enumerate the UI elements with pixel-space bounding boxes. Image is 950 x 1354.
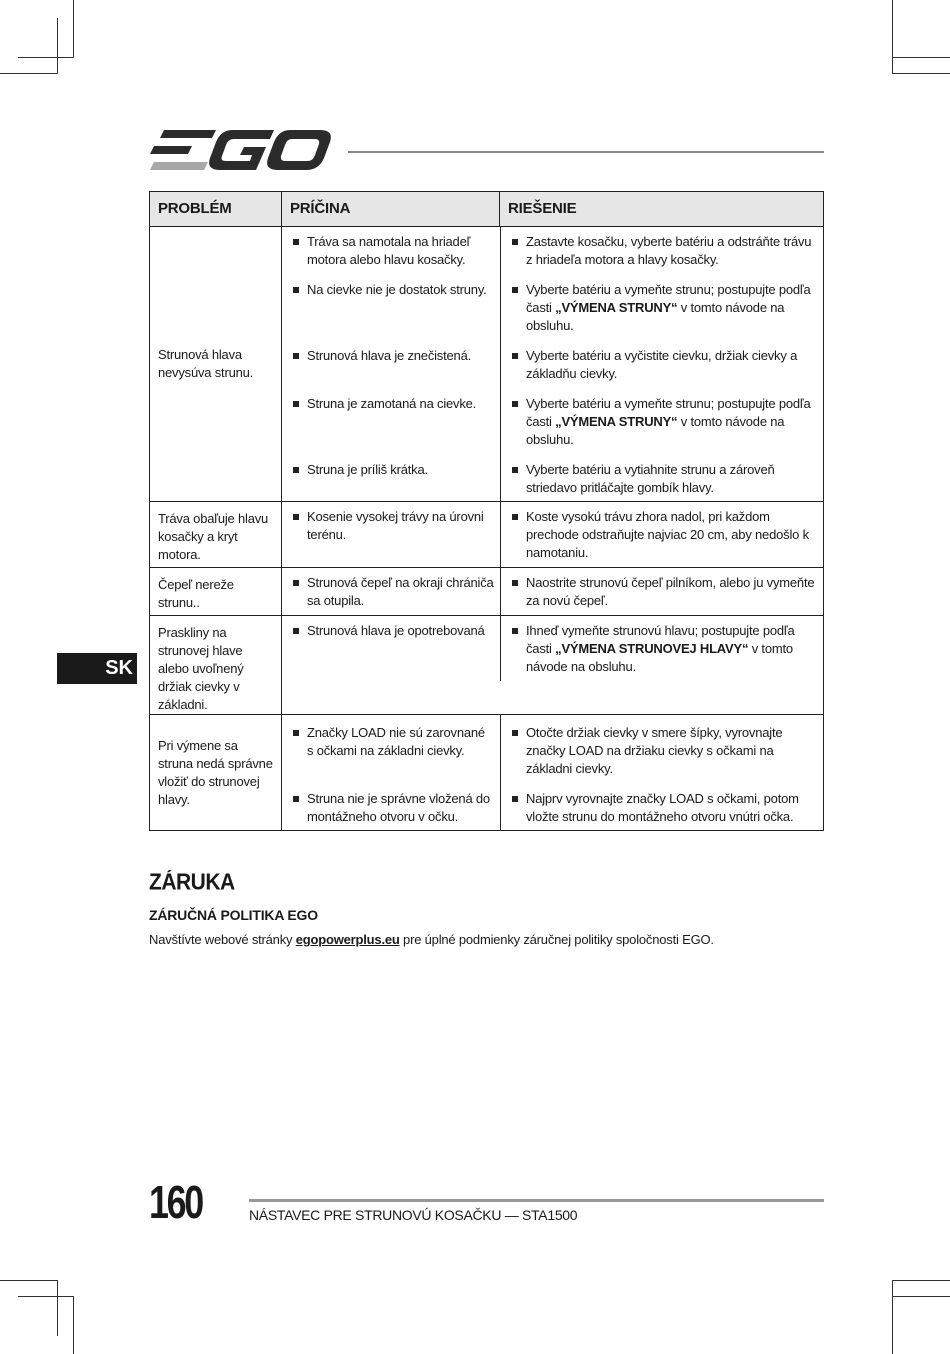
solution-text: Vyberte batériu a vymeňte strunu; postupujte podľa časti [526, 282, 811, 315]
crop-mark [73, 0, 74, 58]
solution-text: Ihneď vymeňte strunovú hlavu; postupujte podľa časti [526, 623, 795, 656]
solution-text: Najprv vyrovnajte značky LOAD s očkami, potom vložte strunu do montážneho otvoru vnútri očka. [526, 791, 799, 824]
cause-item: Značky LOAD nie sú zarovnané s očkami na základni cievky. [282, 724, 500, 778]
cause-list [282, 508, 500, 562]
solution-item [501, 724, 823, 778]
cause-solution-cell [282, 715, 824, 831]
crop-mark [892, 1280, 893, 1354]
warranty-text [149, 932, 714, 947]
cause-solution-cell [282, 568, 824, 616]
solution-item [501, 461, 823, 497]
solution-reference: „VÝMENA STRUNY“ [555, 300, 678, 315]
cause-solution-cell [282, 227, 824, 502]
crop-mark [57, 18, 58, 74]
page-number: 160 [149, 1176, 202, 1228]
language-tab: SK [57, 653, 137, 684]
table-row [150, 502, 824, 568]
cause-item: Strunová hlava je znečistená. [282, 347, 500, 383]
solution-text: Koste vysokú trávu zhora nadol, pri každom prechode odstraňujte najviac 20 cm, aby nedošlo k namotaniu. [526, 509, 809, 560]
solution-item [501, 508, 823, 562]
cause-list [282, 724, 500, 826]
header-solution: RIEŠENIE [500, 192, 824, 227]
crop-mark [0, 73, 58, 74]
cause-solution-cell [282, 616, 824, 715]
solution-list [501, 622, 823, 676]
cause-item: Kosenie vysokej trávy na úrovni terénu. [282, 508, 500, 562]
crop-mark [18, 1296, 74, 1297]
cause-item: Strunová čepeľ na okraji chrániča sa otupila. [282, 574, 500, 610]
cause-item: Na cievke nie je dostatok struny. [282, 281, 500, 335]
solution-text: Vyberte batériu a vytiahnite strunu a zároveň striedavo pritláčajte gombík hlavy. [526, 462, 775, 495]
header-rule [348, 151, 824, 153]
table-row [150, 568, 824, 616]
problem-cell: Tráva obaľuje hlavu kosačky a kryt motora. [150, 502, 282, 568]
cause-list [282, 574, 500, 610]
solution-item [501, 233, 823, 269]
warranty-text-before: Navštívte webové stránky [149, 932, 296, 947]
crop-mark [892, 73, 950, 74]
troubleshooting-table [149, 191, 824, 831]
solution-text: Zastavte kosačku, vyberte batériu a odstráňte trávu z hriadeľa motora a hlavy kosačky. [526, 234, 812, 267]
cause-list [282, 233, 500, 497]
cause-item: Tráva sa namotala na hriadeľ motora alebo hlavu kosačky. [282, 233, 500, 269]
solution-item [501, 574, 823, 610]
crop-mark [57, 1280, 58, 1336]
cause-item: Struna nie je správne vložená do montážneho otvoru v očku. [282, 790, 500, 826]
crop-mark [73, 1296, 74, 1354]
footer-rule [249, 1199, 824, 1202]
crop-mark [892, 0, 893, 74]
solution-text: v tomto návode na obsluhu. [526, 641, 793, 674]
warranty-text-after: pre úplné podmienky záručnej politiky spoločnosti EGO. [399, 932, 714, 947]
solution-list [501, 508, 823, 562]
cause-item: Struna je zamotaná na cievke. [282, 395, 500, 449]
crop-mark [18, 57, 74, 58]
solution-reference: „VÝMENA STRUNY“ [555, 414, 678, 429]
solution-text: Naostrite strunovú čepeľ pilníkom, alebo ju vymeňte za novú čepeľ. [526, 575, 815, 608]
header-cause: PRÍČINA [282, 192, 500, 227]
solution-list [501, 724, 823, 826]
solution-list [501, 574, 823, 610]
warranty-subheading: ZÁRUČNÁ POLITIKA EGO [149, 907, 318, 923]
cause-solution-cell [282, 502, 824, 568]
solution-item [501, 347, 823, 383]
table-row [150, 715, 824, 831]
solution-text: Vyberte batériu a vymeňte strunu; postupujte podľa časti [526, 396, 811, 429]
ego-logo [150, 128, 332, 172]
solution-text: v tomto návode na obsluhu. [526, 300, 785, 333]
footer-title: NÁSTAVEC PRE STRUNOVÚ KOSAČKU — STA1500 [249, 1207, 578, 1223]
solution-text: v tomto návode na obsluhu. [526, 414, 785, 447]
warranty-link[interactable]: egopowerplus.eu [295, 932, 400, 947]
problem-cell: Strunová hlava nevysúva strunu. [150, 227, 282, 502]
cause-item: Strunová hlava je opotrebovaná [282, 622, 500, 676]
table-row [150, 227, 824, 502]
solution-reference: „VÝMENA STRUNOVEJ HLAVY“ [555, 641, 749, 656]
solution-text: Otočte držiak cievky v smere šípky, vyrovnajte značky LOAD na držiaku cievky s očkami na základni cievky. [526, 725, 783, 776]
crop-mark [0, 1280, 58, 1281]
cause-list [282, 622, 500, 676]
table-header-row [150, 192, 824, 227]
solution-item [501, 622, 823, 676]
crop-mark [892, 1296, 950, 1297]
table-row [150, 616, 824, 715]
solution-text: Vyberte batériu a vyčistite cievku, držiak cievky a základňu cievky. [526, 348, 798, 381]
warranty-heading: ZÁRUKA [149, 870, 235, 895]
crop-mark [892, 1280, 950, 1281]
problem-cell: Praskliny na strunovej hlave alebo uvoľnený držiak cievky v základni. [150, 616, 282, 715]
header-problem: PROBLÉM [150, 192, 282, 227]
solution-item [501, 790, 823, 826]
problem-cell: Pri výmene sa struna nedá správne vložiť do strunovej hlavy. [150, 715, 282, 831]
crop-mark [892, 57, 950, 58]
solution-item [501, 281, 823, 335]
solution-list [501, 233, 823, 497]
cause-item: Struna je príliš krátka. [282, 461, 500, 497]
problem-cell: Čepeľ nereže strunu.. [150, 568, 282, 616]
solution-item [501, 395, 823, 449]
